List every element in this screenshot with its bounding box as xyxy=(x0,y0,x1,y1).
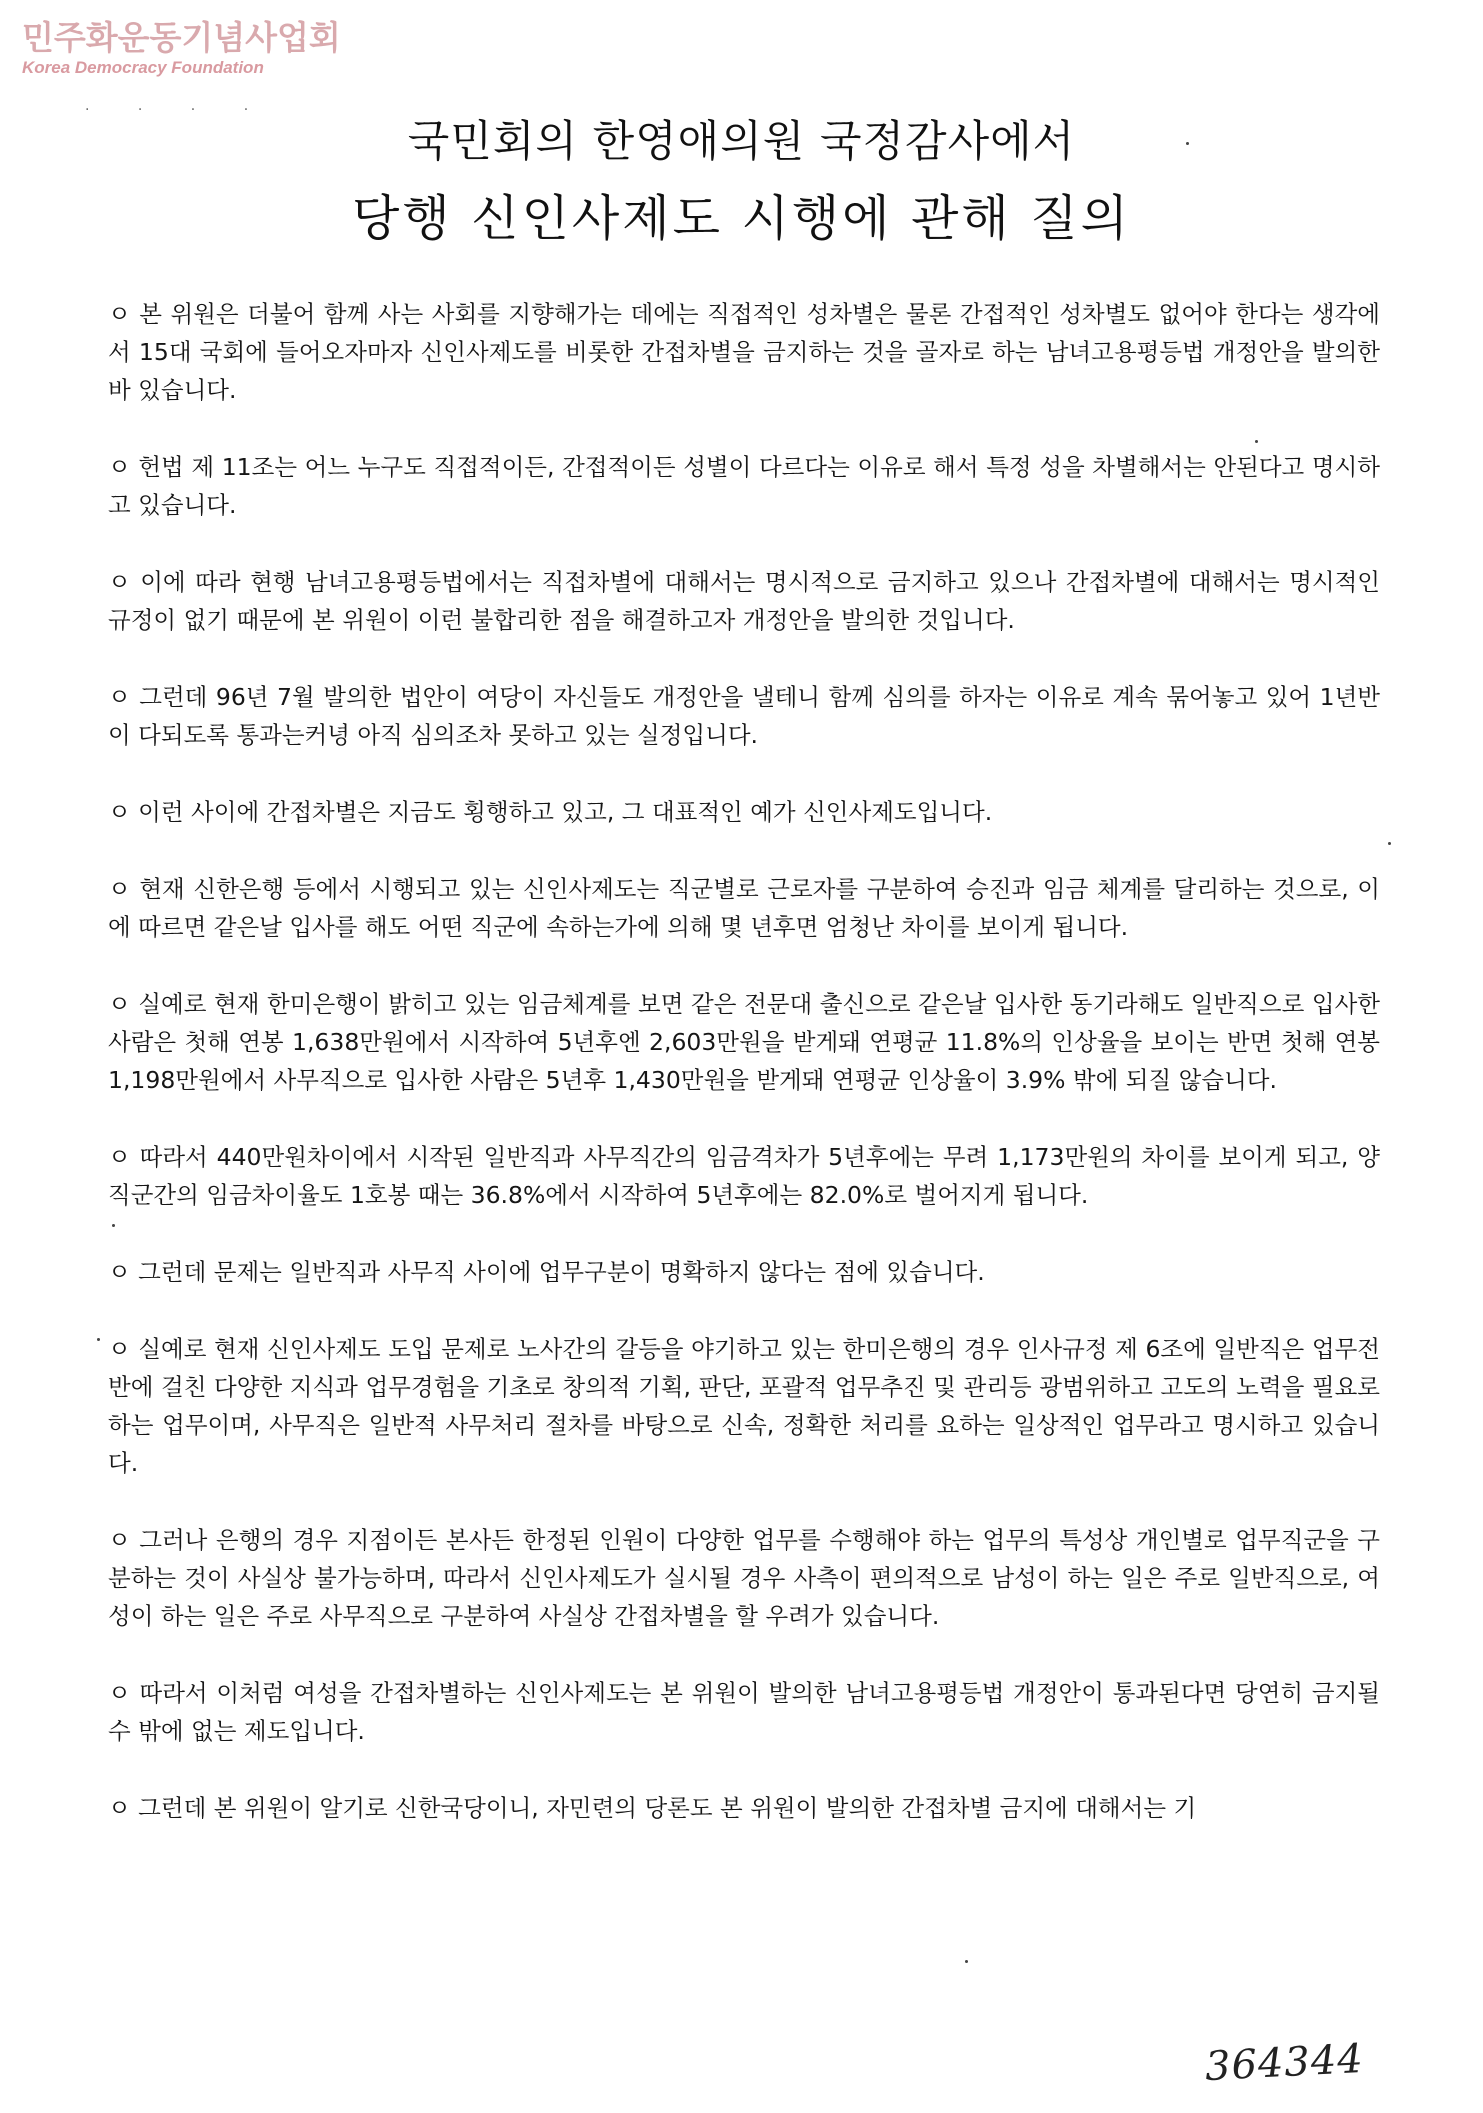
document-title-line2: 당행 신인사제도 시행에 관해 질의 xyxy=(352,190,1131,247)
paragraph-6: ㅇ 현재 신한은행 등에서 시행되고 있는 신인사제도는 직군별로 근로자를 구분하여 승진과 임금 체계를 달리하는 것으로, 이에 따르면 같은날 입사를 해도 어떤 직군에 속하는가에 의해 몇 년후면 엄청난 차이를 보이게 됩니다. xyxy=(108,875,1380,941)
watermark-korean: 민주화운동기념사업회 xyxy=(22,18,341,57)
scan-speck xyxy=(97,1338,100,1341)
watermark-logo xyxy=(22,18,341,78)
scan-speck xyxy=(965,1960,968,1963)
paragraph-4: ㅇ 그런데 96년 7월 발의한 법안이 여당이 자신들도 개정안을 낼테니 함께 심의를 하자는 이유로 계속 묶어놓고 있어 1년반이 다되도록 통과는커녕 아직 심의조차 못하고 있는 실정입니다. xyxy=(108,683,1380,749)
paragraph-8: ㅇ 따라서 440만원차이에서 시작된 일반직과 사무직간의 임금격차가 5년후에는 무려 1,173만원의 차이를 보이게 되고, 양 직군간의 임금차이율도 1호봉 때는 36.8%에서 시작하여 5년후에는 82.0%로 벌어지게 됩니다. xyxy=(108,1143,1380,1209)
scan-speck xyxy=(1186,142,1189,145)
scan-speck xyxy=(112,1224,115,1227)
paragraph-1: ㅇ 본 위원은 더불어 함께 사는 사회를 지향해가는 데에는 직접적인 성차별은 물론 간접적인 성차별도 없어야 한다는 생각에서 15대 국회에 들어오자마자 신인사제도를 비롯한 간접차별을 금지하는 것을 골자로 하는 남녀고용평등법 개정안을 발의한 바 있습니다. xyxy=(108,300,1380,404)
handwritten-page-number: 364344 xyxy=(1203,2035,1365,2091)
document-title-line1: 국민회의 한영애의원 국정감사에서 xyxy=(407,117,1076,167)
paragraph-11: ㅇ 그러나 은행의 경우 지점이든 본사든 한정된 인원이 다양한 업무를 수행해야 하는 업무의 특성상 개인별로 업무직군을 구분하는 것이 사실상 불가능하며, 따라서 신인사제도가 실시될 경우 사측이 편의적으로 남성이 하는 일은 주로 일반직으로, 여성이 하는 일은 주로 사무직으로 구분하여 사실상 간접차별을 할 우려가 있습니다. xyxy=(108,1526,1380,1630)
paragraph-12: ㅇ 따라서 이처럼 여성을 간접차별하는 신인사제도는 본 위원이 발의한 남녀고용평등법 개정안이 통과된다면 당연히 금지될 수 밖에 없는 제도입니다. xyxy=(108,1679,1380,1745)
scan-speck xyxy=(1388,842,1391,845)
paragraph-3: ㅇ 이에 따라 현행 남녀고용평등법에서는 직접차별에 대해서는 명시적으로 금지하고 있으나 간접차별에 대해서는 명시적인 규정이 없기 때문에 본 위원이 이런 불합리한 점을 해결하고자 개정안을 발의한 것입니다. xyxy=(108,568,1380,634)
paragraph-5: ㅇ 이런 사이에 간접차별은 지금도 횡행하고 있고, 그 대표적인 예가 신인사제도입니다. xyxy=(108,798,993,826)
paragraph-7: ㅇ 실예로 현재 한미은행이 밝히고 있는 임금체계를 보면 같은 전문대 출신으로 같은날 입사한 동기라해도 일반직으로 입사한 사람은 첫해 연봉 1,638만원에서 시작하여 5년후엔 2,603만원을 받게돼 연평균 11.8%의 인상율을 보이는 반면 첫해 연봉 1,198만원에서 사무직으로 입사한 사람은 5년후 1,430만원을 받게돼 연평균 인상율이 3.9% 밖에 되질 않습니다. xyxy=(108,990,1380,1094)
header-marks: . . . . xyxy=(85,98,271,114)
paragraph-10: ㅇ 실예로 현재 신인사제도 도입 문제로 노사간의 갈등을 야기하고 있는 한미은행의 경우 인사규정 제 6조에 일반직은 업무전반에 걸친 다양한 지식과 업무경험을 기초로 창의적 기획, 판단, 포괄적 업무추진 및 관리등 광범위하고 고도의 노력을 필요로하는 업무이며, 사무직은 일반적 사무처리 절차를 바탕으로 신속, 정확한 처리를 요하는 일상적인 업무라고 명시하고 있습니다. xyxy=(108,1335,1380,1477)
watermark-english: Korea Democracy Foundation xyxy=(22,58,264,77)
scan-speck xyxy=(1255,440,1258,443)
document-body xyxy=(108,295,1380,1866)
paragraph-13: ㅇ 그런데 본 위원이 알기로 신한국당이니, 자민련의 당론도 본 위원이 발의한 간접차별 금지에 대해서는 기 xyxy=(108,1794,1197,1822)
paragraph-2: ㅇ 헌법 제 11조는 어느 누구도 직접적이든, 간접적이든 성별이 다르다는 이유로 해서 특정 성을 차별해서는 안된다고 명시하고 있습니다. xyxy=(108,453,1380,519)
paragraph-9: ㅇ 그런데 문제는 일반직과 사무직 사이에 업무구분이 명확하지 않다는 점에 있습니다. xyxy=(108,1258,985,1286)
